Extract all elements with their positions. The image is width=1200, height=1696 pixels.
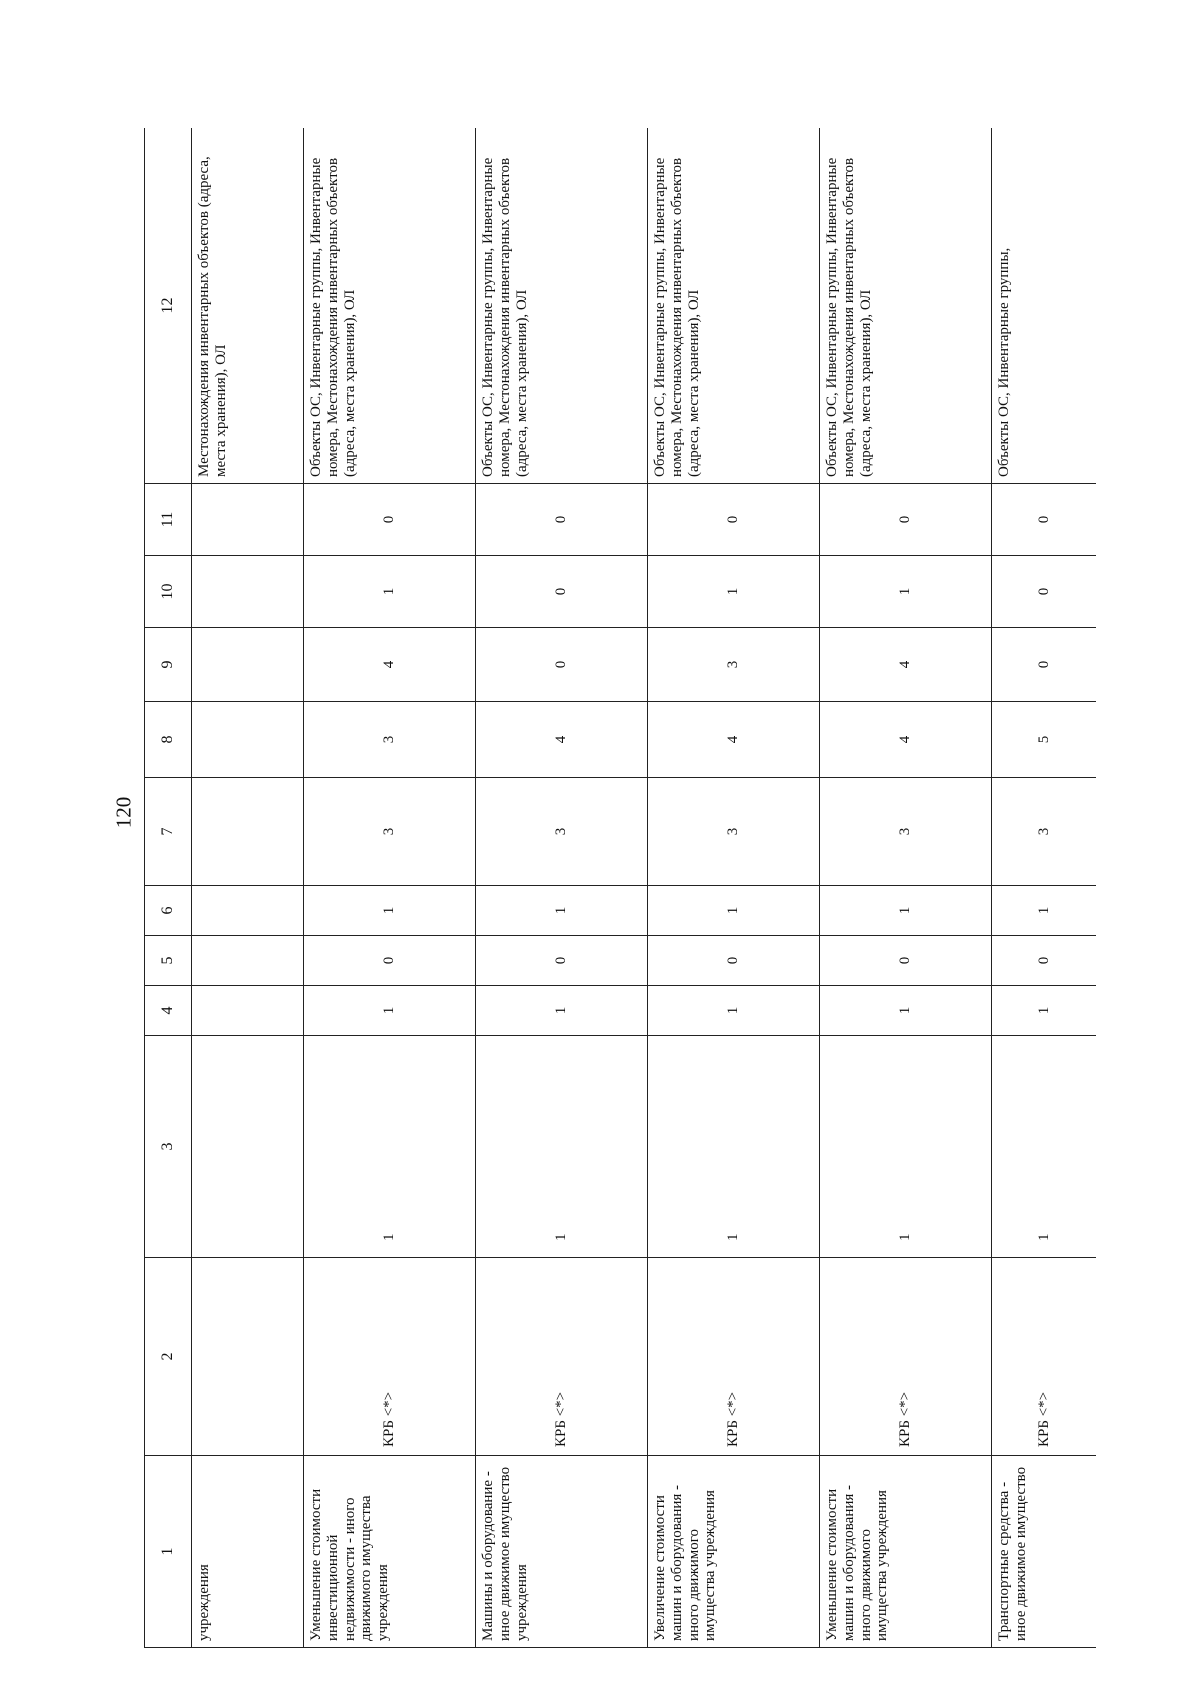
table-row [476, 128, 648, 1648]
cell-col-3: 1 [992, 1036, 1097, 1258]
column-header-11: 11 [145, 484, 192, 556]
table-row [648, 128, 820, 1648]
cell-col-3 [192, 1036, 304, 1258]
cell-col-10: 0 [992, 556, 1097, 628]
cell-col-2: КРБ <*> [820, 1258, 992, 1456]
document-table [144, 128, 1096, 1648]
cell-col-8: 3 [304, 702, 476, 778]
column-header-3: 3 [145, 1036, 192, 1258]
cell-col-6: 1 [648, 886, 820, 936]
cell-col-4: 1 [820, 986, 992, 1036]
cell-col-8: 4 [820, 702, 992, 778]
cell-analytics: Объекты ОС, Инвентарные группы, Инвентарные номера, Местонахождения инвентарных объектов (адреса, места хранения), ОЛ [648, 128, 820, 484]
cell-col-4: 1 [648, 986, 820, 1036]
column-header-2: 2 [145, 1258, 192, 1456]
header-row [145, 128, 192, 1648]
cell-col-3: 1 [648, 1036, 820, 1258]
cell-col-7: 3 [476, 778, 648, 886]
cell-col-6: 1 [304, 886, 476, 936]
cell-col-11: 0 [820, 484, 992, 556]
cell-col-4: 1 [476, 986, 648, 1036]
cell-analytics: Объекты ОС, Инвентарные группы, Инвентарные номера, Местонахождения инвентарных объектов (адреса, места хранения), ОЛ [476, 128, 648, 484]
cell-col-2: КРБ <*> [476, 1258, 648, 1456]
cell-col-8: 5 [992, 702, 1097, 778]
cell-col-8: 4 [476, 702, 648, 778]
cell-col-5 [192, 936, 304, 986]
cell-col-11: 0 [648, 484, 820, 556]
table-row [992, 128, 1097, 1648]
cell-account-name: Уменьшение стоимости машин и оборудования - иного движимого имущества учреждения [820, 1456, 992, 1648]
cell-col-3: 1 [476, 1036, 648, 1258]
cell-col-10: 1 [304, 556, 476, 628]
cell-col-6 [192, 886, 304, 936]
cell-col-2: КРБ <*> [304, 1258, 476, 1456]
cell-col-5: 0 [476, 936, 648, 986]
column-header-12: 12 [145, 128, 192, 484]
cell-account-name: Уменьшение стоимости инвестиционной недвижимости - иного движимого имущества учреждения [304, 1456, 476, 1648]
cell-col-6: 1 [476, 886, 648, 936]
table-rotated-frame [144, 128, 1096, 1648]
cell-col-10 [192, 556, 304, 628]
cell-col-5: 0 [820, 936, 992, 986]
table-row [304, 128, 476, 1648]
cell-col-9: 4 [820, 628, 992, 702]
cell-account-name: учреждения [192, 1456, 304, 1648]
cell-col-9: 3 [648, 628, 820, 702]
column-header-4: 4 [145, 986, 192, 1036]
cell-account-name: Транспортные средства - иное движимое имущество [992, 1456, 1097, 1648]
cell-col-7: 3 [820, 778, 992, 886]
cell-col-7: 3 [304, 778, 476, 886]
cell-col-10: 0 [476, 556, 648, 628]
cell-col-2: КРБ <*> [992, 1258, 1097, 1456]
table-row [192, 128, 304, 1648]
cell-analytics: Объекты ОС, Инвентарные группы, [992, 128, 1097, 484]
column-header-6: 6 [145, 886, 192, 936]
cell-col-9 [192, 628, 304, 702]
page-number: 120 [111, 796, 136, 829]
column-header-9: 9 [145, 628, 192, 702]
cell-col-4: 1 [992, 986, 1097, 1036]
column-header-8: 8 [145, 702, 192, 778]
cell-account-name: Машины и оборудование - иное движимое имущество учреждения [476, 1456, 648, 1648]
cell-analytics: Объекты ОС, Инвентарные группы, Инвентарные номера, Местонахождения инвентарных объектов (адреса, места хранения), ОЛ [304, 128, 476, 484]
cell-col-8 [192, 702, 304, 778]
cell-col-4 [192, 986, 304, 1036]
table-row [820, 128, 992, 1648]
column-header-10: 10 [145, 556, 192, 628]
cell-col-7: 3 [648, 778, 820, 886]
cell-col-6: 1 [820, 886, 992, 936]
cell-col-10: 1 [820, 556, 992, 628]
cell-col-8: 4 [648, 702, 820, 778]
cell-col-2: КРБ <*> [648, 1258, 820, 1456]
cell-col-11: 0 [992, 484, 1097, 556]
cell-col-11 [192, 484, 304, 556]
cell-col-9: 0 [476, 628, 648, 702]
cell-col-2 [192, 1258, 304, 1456]
cell-col-4: 1 [304, 986, 476, 1036]
column-header-5: 5 [145, 936, 192, 986]
cell-col-11: 0 [476, 484, 648, 556]
cell-col-9: 4 [304, 628, 476, 702]
accounting-table [144, 128, 1096, 1648]
column-header-7: 7 [145, 778, 192, 886]
cell-col-5: 0 [304, 936, 476, 986]
cell-col-5: 0 [992, 936, 1097, 986]
cell-analytics: Местонахождения инвентарных объектов (адреса, места хранения), ОЛ [192, 128, 304, 484]
cell-col-9: 0 [992, 628, 1097, 702]
cell-col-7 [192, 778, 304, 886]
cell-col-11: 0 [304, 484, 476, 556]
cell-col-3: 1 [820, 1036, 992, 1258]
cell-account-name: Увеличение стоимости машин и оборудования - иного движимого имущества учреждения [648, 1456, 820, 1648]
cell-col-7: 3 [992, 778, 1097, 886]
cell-col-5: 0 [648, 936, 820, 986]
cell-col-6: 1 [992, 886, 1097, 936]
cell-col-10: 1 [648, 556, 820, 628]
cell-analytics: Объекты ОС, Инвентарные группы, Инвентарные номера, Местонахождения инвентарных объектов (адреса, места хранения), ОЛ [820, 128, 992, 484]
cell-col-3: 1 [304, 1036, 476, 1258]
column-header-1: 1 [145, 1456, 192, 1648]
